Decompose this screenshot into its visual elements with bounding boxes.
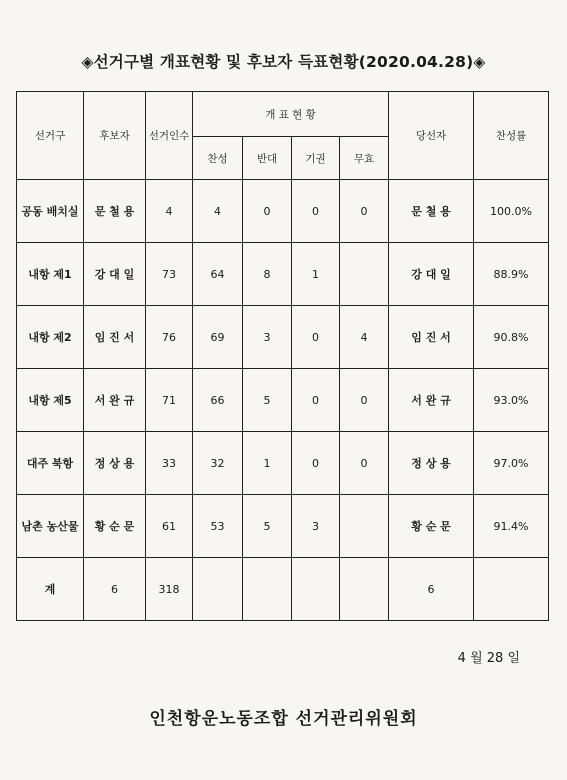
cell-district: 공동 배치실 [17,180,84,243]
cell-yes: 53 [193,495,243,558]
cell-candidate: 서 완 규 [84,369,146,432]
cell-electorate: 33 [146,432,193,495]
cell-abstain: 0 [292,369,340,432]
table-row [17,369,549,432]
cell-invalid [340,243,389,306]
cell-candidate: 황 순 문 [84,495,146,558]
cell-no: 8 [243,243,292,306]
header-yes: 찬성 [193,137,243,180]
cell-candidate: 강 대 일 [84,243,146,306]
cell-yes: 64 [193,243,243,306]
cell-no: 1 [243,432,292,495]
cell-rate: 88.9% [474,243,549,306]
issuer-name: 인천항운노동조합 선거관리위원회 [149,709,418,729]
cell-district: 내항 제5 [17,369,84,432]
header-invalid: 무효 [340,137,389,180]
cell-district: 남촌 농산물 [17,495,84,558]
cell-elected: 문 철 용 [389,180,474,243]
total-invalid [340,558,389,621]
cell-no: 3 [243,306,292,369]
cell-no: 0 [243,180,292,243]
header-abstain: 기권 [292,137,340,180]
cell-no: 5 [243,495,292,558]
table-row [17,495,549,558]
cell-abstain: 0 [292,432,340,495]
cell-candidate: 임 진 서 [84,306,146,369]
header-count-group: 개 표 현 황 [193,92,389,137]
header-row [17,92,549,137]
cell-rate: 93.0% [474,369,549,432]
table-row [17,180,549,243]
cell-elected: 서 완 규 [389,369,474,432]
cell-electorate: 73 [146,243,193,306]
document-date: 4 월 28 일 [457,651,520,666]
results-table [16,91,549,621]
cell-invalid: 0 [340,432,389,495]
cell-abstain: 0 [292,180,340,243]
cell-invalid: 0 [340,180,389,243]
cell-candidate: 문 철 용 [84,180,146,243]
total-elected: 6 [389,558,474,621]
cell-district: 내항 제2 [17,306,84,369]
cell-electorate: 76 [146,306,193,369]
table-row [17,306,549,369]
total-electorate: 318 [146,558,193,621]
cell-rate: 97.0% [474,432,549,495]
cell-yes: 69 [193,306,243,369]
cell-no: 5 [243,369,292,432]
header-rate: 찬성률 [474,92,549,180]
document-title: ◈선거구별 개표현황 및 후보자 득표현황(2020.04.28)◈ [81,53,486,71]
total-rate [474,558,549,621]
cell-rate: 91.4% [474,495,549,558]
cell-candidate: 정 상 용 [84,432,146,495]
cell-elected: 임 진 서 [389,306,474,369]
cell-rate: 90.8% [474,306,549,369]
cell-invalid: 4 [340,306,389,369]
cell-abstain: 3 [292,495,340,558]
header-district: 선거구 [17,92,84,180]
cell-yes: 4 [193,180,243,243]
table-row [17,432,549,495]
cell-rate: 100.0% [474,180,549,243]
header-elected: 당선자 [389,92,474,180]
total-candidate: 6 [84,558,146,621]
cell-yes: 32 [193,432,243,495]
cell-abstain: 1 [292,243,340,306]
header-candidate: 후보자 [84,92,146,180]
total-abstain [292,558,340,621]
cell-elected: 황 순 문 [389,495,474,558]
cell-electorate: 71 [146,369,193,432]
total-yes [193,558,243,621]
table-row [17,243,549,306]
cell-district: 내항 제1 [17,243,84,306]
cell-electorate: 4 [146,180,193,243]
cell-yes: 66 [193,369,243,432]
cell-elected: 강 대 일 [389,243,474,306]
total-no [243,558,292,621]
total-row [17,558,549,621]
cell-electorate: 61 [146,495,193,558]
header-no: 반대 [243,137,292,180]
cell-invalid: 0 [340,369,389,432]
cell-abstain: 0 [292,306,340,369]
cell-district: 대주 북항 [17,432,84,495]
cell-invalid [340,495,389,558]
cell-elected: 정 상 용 [389,432,474,495]
header-electorate: 선거인수 [146,92,193,180]
total-label: 계 [17,558,84,621]
